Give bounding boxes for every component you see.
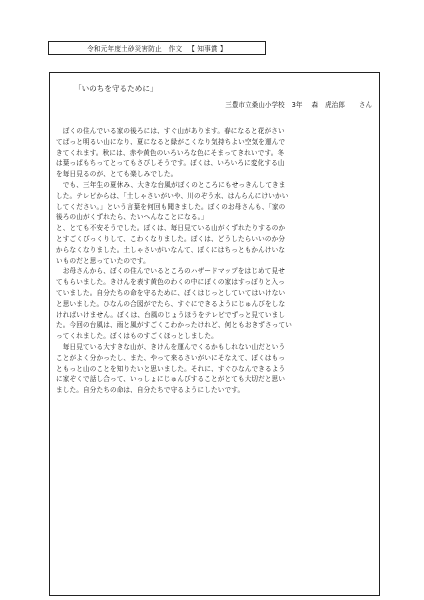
essay-line: 毎日見ている大すきな山が、きけんを運んでくるかもしれない山だという bbox=[56, 342, 286, 351]
essay-title: 「いのちを守るために」 bbox=[74, 84, 158, 93]
essay-line: いものだと思っていたのです。 bbox=[56, 256, 150, 265]
essay-line: に家ぞくで話し合って、いっしょにじゅんびすることがとても大切だと思い bbox=[56, 375, 286, 384]
document-header bbox=[48, 41, 266, 55]
essay-line: と思いました。ひなんの合図がでたら、すぐにできるようにじゅんびをしな bbox=[56, 299, 286, 308]
author-surname: 森 bbox=[311, 101, 319, 109]
essay-line: てぱっと明るい山になり、夏になると緑がこくなり気持ちよい空気を運んで bbox=[56, 137, 286, 146]
author-line bbox=[0, 101, 372, 110]
essay-line: は葉っぱもちってとってもさびしそうです。ぼくは、いろいろに変化する山 bbox=[56, 159, 285, 168]
essay-line: ていました。自分たちの命を守るために、ぼくはじっとしていてはいけない bbox=[56, 288, 286, 297]
essay-line: ければいけません。ぼくは、台風のじょうほうをテレビでずっと見ていまし bbox=[56, 310, 286, 319]
essay-line: ました。自分たちの命は、自分たちで守るようにしたいです。 bbox=[56, 386, 245, 395]
essay-line: してください。」という言葉を何回も聞きました。ぼくのお母さんも、「家の bbox=[56, 202, 286, 211]
grade: 3年 bbox=[291, 101, 303, 109]
essay-line: を毎日見るのが、とても楽しみでした。 bbox=[56, 170, 178, 179]
honorific: さん bbox=[358, 101, 372, 109]
essay-line: とすごくびっくりして、こわくなりました。ぼくは、どうしたらいいのか分 bbox=[56, 234, 286, 243]
author-given-name: 虎治郎 bbox=[325, 101, 345, 109]
essay-line: 後ろの山がくずれたら、たいへんなことになる。」 bbox=[56, 213, 208, 222]
essay-line: した。テレビからは、「土しゃさいがいや、川のぞう水、はんらんにけいかい bbox=[56, 191, 289, 200]
school-name: 三豊市立桑山小学校 bbox=[225, 101, 285, 109]
essay-line: お母さんから、ぼくの住んでいるところのハザードマップをはじめて見せ bbox=[56, 267, 286, 276]
essay-line: てもらいました。きけんを表す黄色のわくの中にぼくの家はすっぽりと入っ bbox=[56, 278, 285, 287]
essay-line: でも、三年生の夏休み、大きな台風がぼくのところにもせっきんしてきま bbox=[56, 180, 286, 189]
essay-line: と、とても不安そうでした。ぼくは、毎日見ている山がくずれたりするのか bbox=[56, 224, 286, 233]
award-label: 【 知事賞 】 bbox=[188, 45, 227, 53]
essay-line: ともっと山のことを知りたいと思いました。それに、すぐひなんできるよう bbox=[56, 364, 286, 373]
essay-line: きてくれます。秋には、赤や黄色のいろいろな色にそまってきれいです。冬 bbox=[56, 148, 285, 157]
essay-line: ぼくの住んでいる家の後ろには、すぐ山があります。春になると花がさい bbox=[56, 127, 285, 135]
header-title: 令和元年度土砂災害防止 作文 bbox=[87, 45, 183, 53]
essay-line: ことがよく分かったし、また、やって来るさいがいにそなえて、ぼくはもっ bbox=[56, 353, 286, 362]
essay-line: からなくなりました。土しゃさいがいなんて、ぼくにはちっともかんけいな bbox=[56, 245, 286, 254]
essay-line: た。今回の台風は、雨と風がすごくこわかったけれど、何ともおきずさってい bbox=[56, 321, 293, 330]
essay-line: ってくれました。ぼくはものすごくほっとしました。 bbox=[56, 332, 218, 341]
essay-body bbox=[56, 126, 374, 396]
